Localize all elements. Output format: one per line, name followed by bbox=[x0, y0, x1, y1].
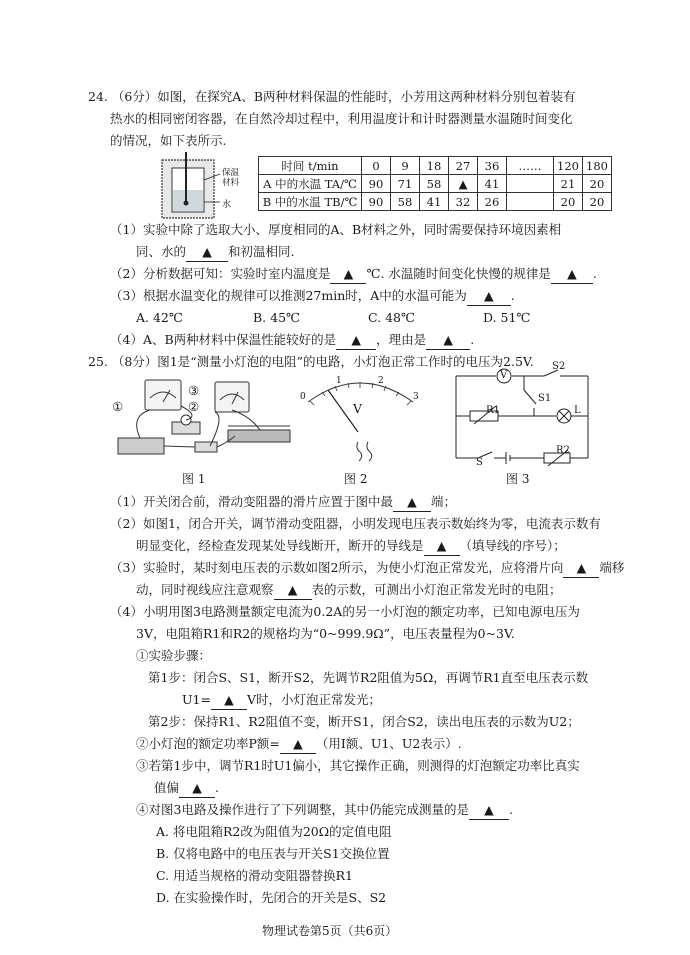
q25-part2-line2 bbox=[136, 537, 566, 556]
dial-unit-label: V bbox=[353, 401, 363, 416]
table-cell: 26 bbox=[478, 193, 507, 211]
table-cell: 41 bbox=[478, 175, 507, 193]
table-cell: 120 bbox=[554, 157, 583, 175]
table-cell: 18 bbox=[420, 157, 449, 175]
answer-blank[interactable]: ▲ bbox=[211, 691, 247, 710]
q25-part4-line1: （4）小明用图3电路测量额定电流为0.2A的另一小灯泡的额定功率，已知电源电压为 bbox=[110, 604, 580, 619]
text: 同、水的 bbox=[136, 244, 187, 259]
answer-blank[interactable]: ▲ bbox=[179, 779, 215, 798]
table-cell: 36 bbox=[478, 157, 507, 175]
answer-blank[interactable]: ▲ bbox=[186, 243, 228, 262]
switch-s-label: S bbox=[476, 457, 483, 468]
choice-c[interactable]: C. 用适当规格的滑动变阻器替换R1 bbox=[156, 868, 353, 883]
resistor-r2-label: R2 bbox=[556, 445, 570, 456]
steps-title: ①实验步骤： bbox=[136, 648, 212, 663]
wire-label-3: ③ bbox=[188, 383, 200, 398]
q24-part1-line2 bbox=[136, 243, 295, 262]
answer-blank[interactable]: ▲ bbox=[563, 559, 599, 578]
table-cell: 58 bbox=[391, 193, 420, 211]
answer-blank[interactable]: ▲ bbox=[336, 331, 376, 350]
q25-part4-line2: 3V，电阻箱R1和R2的规格均为“0~999.9Ω”，电压表量程为0~3V. bbox=[136, 626, 515, 641]
q24-header: 24. （6分）如图，在探究A、B两种材料保温的性能时，小芳用这两种材料分别包着装有 bbox=[88, 89, 576, 104]
text: （3）实验时，某时刻电压表的示数如图2所示，为使小灯泡正常发光，应将滑片向 bbox=[110, 560, 564, 575]
choice-b[interactable]: B. 仅将电路中的电压表与开关S1交换位置 bbox=[156, 846, 390, 861]
text: ④对图3电路及操作进行了下列调整，其中仍能完成测量的是 bbox=[136, 802, 469, 817]
q25-part2-line1: （2）如图1，闭合开关，调节滑动变阻器，小明发现电压表示数始终为零，电流表示数有 bbox=[110, 516, 601, 531]
circuit-photo-figure-1 bbox=[110, 376, 295, 471]
water-label: 水 bbox=[222, 200, 232, 210]
switch-s2-label: S2 bbox=[552, 361, 566, 372]
figure-1-caption: 图 1 bbox=[182, 472, 206, 486]
lamp-label: L bbox=[574, 405, 581, 416]
text: . bbox=[510, 288, 515, 303]
text: V时，小灯泡正常发光； bbox=[246, 692, 381, 707]
table-cell: 90 bbox=[362, 193, 391, 211]
wire-label-2: ② bbox=[188, 399, 200, 414]
choice-d[interactable]: D. 在实验操作时，先闭合的开关是S、S2 bbox=[156, 890, 387, 905]
text: 值偏 bbox=[154, 780, 180, 795]
table-cell: 0 bbox=[362, 157, 391, 175]
text: ℃. 水温随时间变化快慢的规律是 bbox=[366, 266, 551, 281]
q24-part2 bbox=[110, 265, 597, 284]
dial-tick-3: 3 bbox=[413, 392, 419, 402]
wire-label-1: ① bbox=[112, 399, 124, 414]
table-cell: 20 bbox=[583, 193, 612, 211]
switch-s1-label: S1 bbox=[538, 393, 552, 404]
dial-tick-2: 2 bbox=[378, 376, 384, 386]
q25-part1 bbox=[110, 493, 456, 512]
temperature-table bbox=[258, 156, 612, 211]
text: 端移 bbox=[599, 560, 625, 575]
resistor-r1-label: R1 bbox=[486, 405, 500, 416]
q24-line2: 热水的相同密闭容器，在自然冷却过程中，利用温度计和计时器测量水温随时间变化 bbox=[110, 111, 573, 126]
sub-question-2 bbox=[136, 735, 462, 754]
table-cell: 90 bbox=[362, 175, 391, 193]
table-row bbox=[259, 193, 612, 211]
text: 和初温相同. bbox=[228, 244, 295, 259]
table-cell: 27 bbox=[449, 157, 478, 175]
figure-2-caption: 图 2 bbox=[344, 472, 368, 486]
answer-blank[interactable]: ▲ bbox=[393, 493, 431, 512]
option-c[interactable]: C. 48℃ bbox=[368, 310, 415, 325]
table-cell: 20 bbox=[554, 193, 583, 211]
sub-question-4 bbox=[136, 801, 513, 820]
q25-part3-line2 bbox=[136, 581, 562, 600]
q25-header: 25. （8分）图1是“测量小灯泡的电阻”的电路，小灯泡正常工作时的电压为2.5V. bbox=[88, 354, 534, 369]
sub-question-3-line2 bbox=[154, 779, 219, 798]
q24-line3: 的情况，如下表所示. bbox=[110, 133, 227, 148]
text: ，理由是 bbox=[376, 332, 427, 347]
page-footer: 物理试卷第5页（共6页） bbox=[262, 924, 398, 938]
text: 明显变化，经检查发现某处导线断开，断开的导线是 bbox=[136, 538, 424, 553]
answer-blank[interactable]: ▲ bbox=[469, 801, 509, 820]
table-cell: 20 bbox=[583, 175, 612, 193]
answer-blank[interactable]: ▲ bbox=[424, 537, 460, 556]
step1-line1: 第1步：闭合S、S1，断开S2，先调节R2阻值为5Ω，再调节R1直至电压表示数 bbox=[148, 670, 589, 685]
q24-part4 bbox=[110, 331, 474, 350]
q24-part3 bbox=[110, 287, 515, 306]
answer-blank[interactable]: ▲ bbox=[330, 265, 366, 284]
answer-blank[interactable]: ▲ bbox=[426, 331, 470, 350]
text: ②小灯泡的额定功率P额= bbox=[136, 736, 280, 751]
q24-part1-line1: （1）实验中除了选取大小、厚度相同的A、B材料之外，同时需要保持环境因素相 bbox=[110, 222, 562, 237]
dial-tick-0: 0 bbox=[300, 392, 306, 402]
answer-blank[interactable]: ▲ bbox=[280, 735, 316, 754]
option-a[interactable]: A. 42℃ bbox=[136, 310, 183, 325]
choice-a[interactable]: A. 将电阻箱R2改为阻值为20Ω的定值电阻 bbox=[156, 824, 392, 839]
text: （3）根据水温变化的规律可以推测27min时，A中的水温可能为 bbox=[110, 288, 467, 303]
table-cell: …… bbox=[507, 157, 554, 175]
text: 表的示数，可测出小灯泡正常发光时的电阻； bbox=[311, 582, 562, 597]
table-cell: 41 bbox=[420, 193, 449, 211]
text: 动，同时视线应注意观察 bbox=[136, 582, 274, 597]
table-row bbox=[259, 157, 612, 175]
voltmeter-symbol-label: V bbox=[500, 370, 508, 381]
table-cell: 58 bbox=[420, 175, 449, 193]
step1-line2 bbox=[182, 691, 381, 710]
text: （用I额、U1、U2表示）. bbox=[315, 736, 462, 751]
table-cell: 时间 t/min bbox=[259, 157, 362, 175]
table-cell: 21 bbox=[554, 175, 583, 193]
step2: 第2步：保持R1、R2阻值不变，断开S1，闭合S2，读出电压表的示数为U2； bbox=[148, 714, 580, 729]
dial-tick-1: 1 bbox=[336, 376, 342, 386]
answer-blank[interactable]: ▲ bbox=[551, 265, 593, 284]
text: U1= bbox=[182, 692, 211, 707]
option-b[interactable]: B. 45℃ bbox=[253, 310, 301, 325]
table-cell: 180 bbox=[583, 157, 612, 175]
text: 端； bbox=[430, 494, 456, 509]
text: . bbox=[215, 780, 219, 795]
table-cell: 32 bbox=[449, 193, 478, 211]
answer-blank[interactable]: ▲ bbox=[274, 581, 312, 600]
table-cell: ▲ bbox=[449, 175, 478, 193]
text: （填导线的序号）； bbox=[459, 538, 566, 553]
table-cell: 9 bbox=[391, 157, 420, 175]
table-cell bbox=[507, 193, 554, 211]
table-cell: B 中的水温 TB/℃ bbox=[259, 193, 362, 211]
table-cell: 71 bbox=[391, 175, 420, 193]
table-cell bbox=[507, 175, 554, 193]
text: . bbox=[592, 266, 597, 281]
text: . bbox=[508, 802, 513, 817]
text: （4）A、B两种材料中保温性能较好的是 bbox=[110, 332, 337, 347]
text: （2）分析数据可知：实验时室内温度是 bbox=[110, 266, 331, 281]
text: （1）开关闭合前，滑动变阻器的滑片应置于图中最 bbox=[110, 494, 393, 509]
material-label: 保温材料 bbox=[222, 168, 240, 188]
sub-question-3-line1: ③若第1步中，调节R1时U1偏小，其它操作正确，则测得的灯泡额定功率比真实 bbox=[136, 758, 580, 773]
answer-blank[interactable]: ▲ bbox=[467, 287, 511, 306]
table-cell: A 中的水温 TA/℃ bbox=[259, 175, 362, 193]
text: . bbox=[470, 332, 475, 347]
figure-3-caption: 图 3 bbox=[506, 472, 530, 486]
option-d[interactable]: D. 51℃ bbox=[483, 310, 531, 325]
table-row bbox=[259, 175, 612, 193]
q25-part3-line1 bbox=[110, 559, 624, 578]
